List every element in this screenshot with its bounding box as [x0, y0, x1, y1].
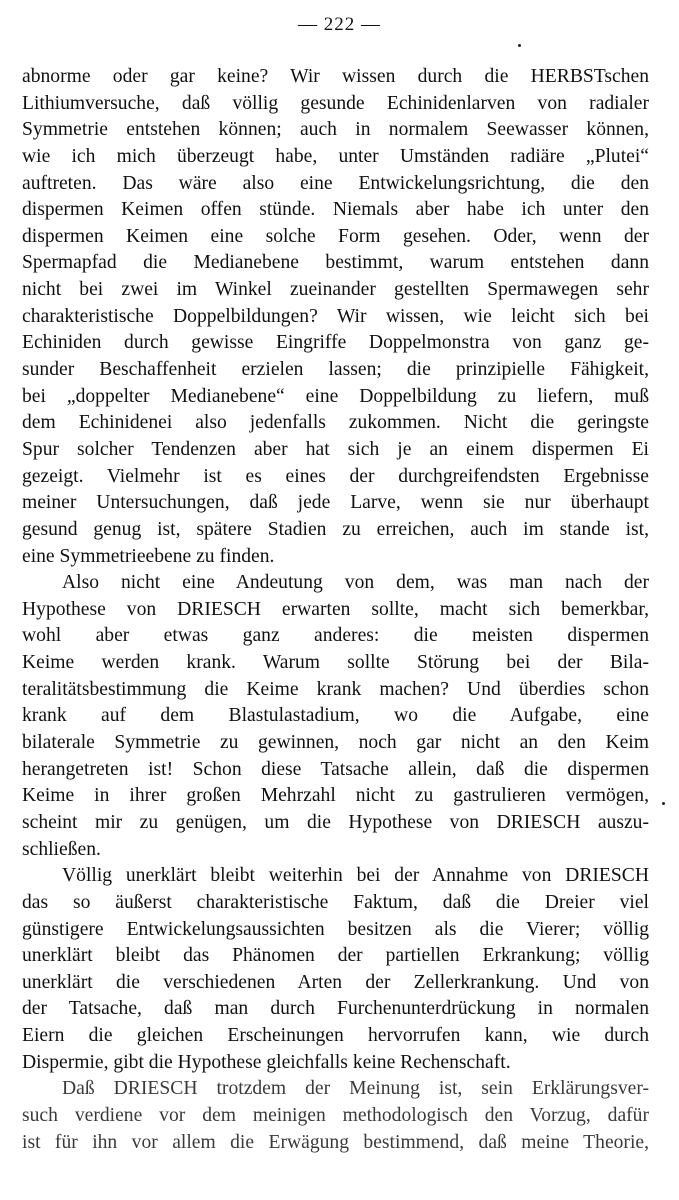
- text-line: der Tatsache, daß man durch Furchenunterdrückung in normalen: [22, 998, 649, 1020]
- text-line: nicht bei zwei im Winkel zueinander gestellten Spermawegen sehr: [22, 279, 649, 301]
- text-line: Völlig unerklärt bleibt weiterhin bei der Annahme von DRIESCH: [62, 865, 649, 887]
- text-line: Hypothese von DRIESCH erwarten sollte, macht sich bemerkbar,: [22, 598, 649, 620]
- text-line: wohl aber etwas ganz anderes: die meisten dispermen: [22, 625, 649, 647]
- text-line: sunder Beschaffenheit erzielen lassen; die prinzipielle Fähigkeit,: [22, 359, 649, 381]
- text-line: das so äußerst charakteristische Faktum, daß die Dreier viel: [22, 891, 649, 913]
- text-line: Also nicht eine Andeutung von dem, was man nach der: [62, 572, 649, 594]
- text-line: eine Symmetrieebene zu finden.: [22, 545, 275, 567]
- text-line: gesund genug ist, spätere Stadien zu erreichen, auch im stande ist,: [22, 518, 649, 540]
- text-line: Dispermie, gibt die Hypothese gleichfalls keine Rechenschaft.: [22, 1051, 511, 1073]
- text-line: Keime in ihrer großen Mehrzahl nicht zu gastrulieren vermögen,: [22, 785, 649, 807]
- text-line: charakteristische Doppelbildungen? Wir wissen, wie leicht sich bei: [22, 305, 649, 327]
- page-number: — 222 —: [298, 14, 381, 35]
- text-line: scheint mir zu genügen, um die Hypothese von DRIESCH auszu-: [22, 811, 649, 833]
- text-line: teralitätsbestimmung die Keime krank machen? Und überdies schon: [22, 678, 649, 700]
- text-line: Daß DRIESCH trotzdem der Meinung ist, sein Erklärungsver-: [62, 1078, 649, 1100]
- text-line: dem Echinidenei also jedenfalls zukommen. Nicht die geringste: [22, 412, 649, 434]
- text-line: Eiern die gleichen Erscheinungen hervorrufen kann, wie durch: [22, 1025, 649, 1047]
- text-line: meiner Untersuchungen, daß jede Larve, wenn sie nur überhaupt: [22, 492, 649, 514]
- text-line: günstigere Entwickelungsaussichten besitzen als die Vierer; völlig: [22, 918, 649, 940]
- text-line: schließen.: [22, 838, 101, 860]
- text-line: auftreten. Das wäre also eine Entwickelungsrichtung, die den: [22, 172, 649, 194]
- text-line: Echiniden durch gewisse Eingriffe Doppelmonstra von ganz ge-: [22, 332, 649, 354]
- body-text: [22, 64, 649, 1156]
- text-line: Symmetrie entstehen können; auch in normalem Seewasser können,: [22, 119, 649, 141]
- text-line: such verdiene vor dem meinigen methodologisch den Vorzug, dafür: [22, 1104, 649, 1126]
- text-line: Spur solcher Tendenzen aber hat sich je an einem dispermen Ei: [22, 438, 649, 460]
- speck-mark: [518, 44, 521, 47]
- text-line: gezeigt. Vielmehr ist es eines der durchgreifendsten Ergebnisse: [22, 465, 649, 487]
- text-line: Keime werden krank. Warum sollte Störung bei der Bila-: [22, 652, 649, 674]
- text-line: bei „doppelter Medianebene“ eine Doppelbildung zu liefern, muß: [22, 385, 649, 407]
- text-line: bilaterale Symmetrie zu gewinnen, noch gar nicht an den Keim: [22, 732, 649, 754]
- text-line: abnorme oder gar keine? Wir wissen durch die HERBSTschen: [22, 66, 649, 87]
- text-line: dispermen Keimen eine solche Form gesehen. Oder, wenn der: [22, 225, 649, 247]
- text-line: wie ich mich überzeugt habe, unter Umständen radiäre „Plutei“: [22, 145, 649, 167]
- text-line: Lithiumversuche, daß völlig gesunde Echinidenlarven von radialer: [22, 92, 649, 114]
- text-line: unerklärt die verschiedenen Arten der Zellerkrankung. Und von: [22, 971, 649, 993]
- speck-mark: [662, 802, 665, 805]
- text-line: dispermen Keimen offen stünde. Niemals aber habe ich unter den: [22, 199, 649, 221]
- text-line: krank auf dem Blastulastadium, wo die Aufgabe, eine: [22, 705, 649, 727]
- text-line: ist für ihn vor allem die Erwägung bestimmend, daß meine Theorie,: [22, 1131, 649, 1153]
- text-line: Spermapfad die Medianebene bestimmt, warum entstehen dann: [22, 252, 649, 274]
- text-line: herangetreten ist! Schon diese Tatsache allein, daß die dispermen: [22, 758, 649, 780]
- text-line: unerklärt bleibt das Phänomen der partiellen Erkrankung; völlig: [22, 945, 649, 967]
